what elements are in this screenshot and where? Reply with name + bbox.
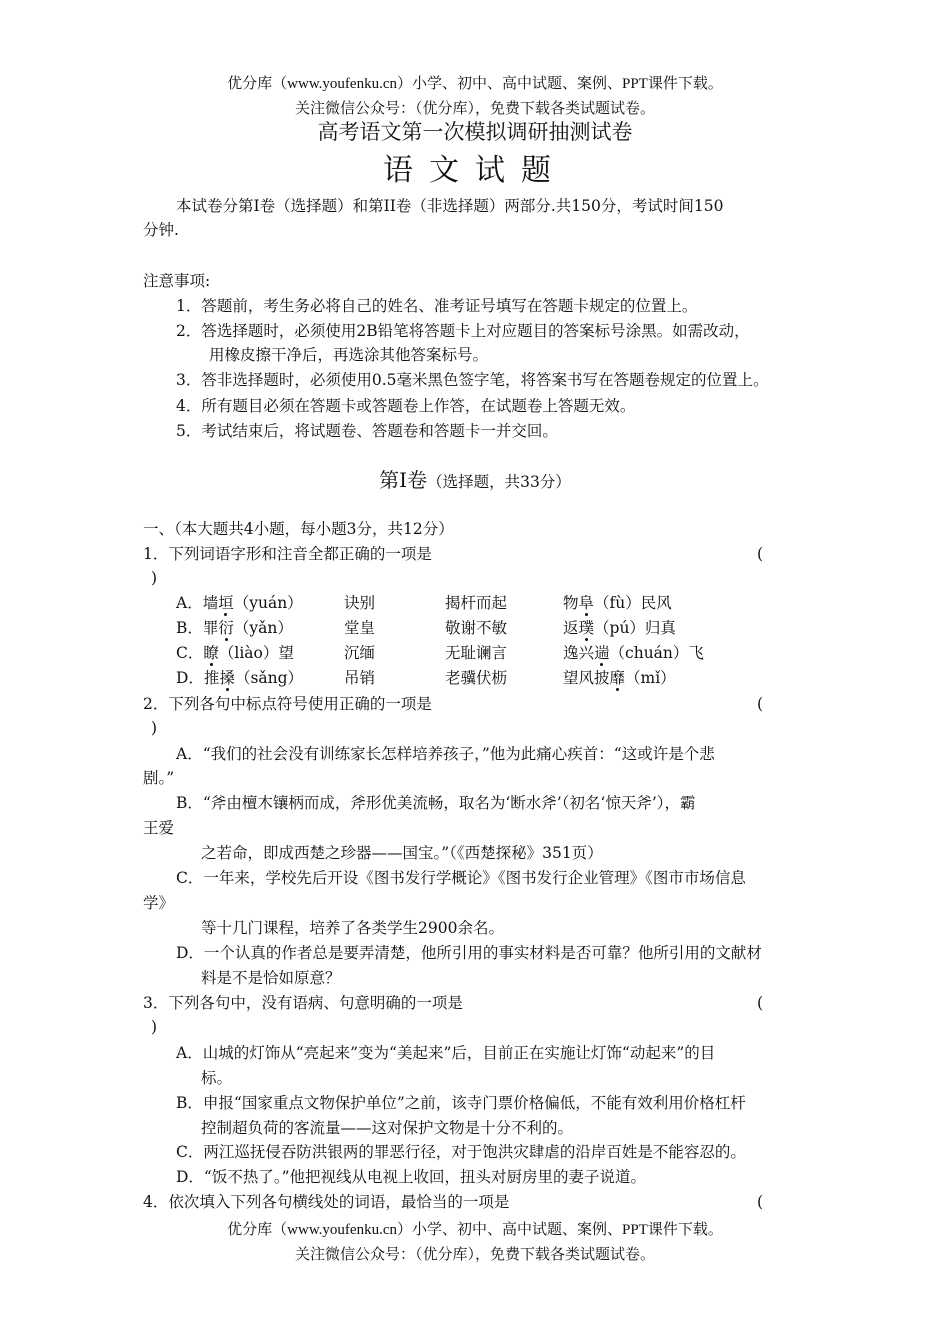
intro-line-2: 分钟. <box>143 221 179 239</box>
q3-answer-paren-close: ) <box>151 1018 158 1036</box>
q2-option-a-cont: 剧。” <box>143 769 175 787</box>
section-title: 第Ⅰ卷 <box>379 468 428 492</box>
q2-stem: 2．下列各句中标点符号使用正确的一项是 <box>143 695 432 713</box>
q1-option-col-b: 堂皇 <box>344 619 376 637</box>
footer-line-2: 关注微信公众号：（优分库），免费下载各类试题试卷。 <box>294 1247 655 1263</box>
q4-answer-paren-open: ( <box>757 1193 764 1211</box>
q1-option-col-c: 无耻谰言 <box>445 644 508 662</box>
section-note: （选择题，共33分） <box>427 473 571 491</box>
q1-option-col-a: C．瞭（liào）望 <box>176 644 294 662</box>
q1-option-col-c: 揭杆而起 <box>445 594 508 612</box>
intro-line-1: 本试卷分第Ⅰ卷（选择题）和第II卷（非选择题）两部分.共150分，考试时间150 <box>176 197 724 215</box>
exam-subtitle: 语文试题 <box>383 153 567 188</box>
q3-option-b-cont: 控制超负荷的客流量——这对保护文物是十分不利的。 <box>201 1119 574 1137</box>
q1-option-col-a: A．墙垣（yuán） <box>176 594 303 612</box>
q2-option-c-cont: 学》 <box>143 894 175 912</box>
notice-item: 用橡皮擦干净后，再选涂其他答案标号。 <box>209 346 489 364</box>
q2-option-b-cont: 王爱 <box>143 819 175 837</box>
notice-item: 2．答选择题时，必须使用2B铅笔将答题卡上对应题目的答案标号涂黑。如需改动， <box>176 322 750 340</box>
q3-option-a: A．山城的灯饰从“亮起来”变为“美起来”后，目前正在实施让灯饰“动起来”的目 <box>176 1044 716 1062</box>
q2-option-b: B．“斧由檀木镶柄而成，斧形优美流畅，取名为‘断水斧’（初名‘惊天斧’），霸 <box>176 794 696 812</box>
notice-item: 3．答非选择题时，必须使用0.5毫米黑色签字笔，将答案书写在答题卷规定的位置上。 <box>176 371 769 389</box>
notice-item: 5．考试结束后，将试题卷、答题卷和答题卡一并交回。 <box>176 422 558 440</box>
q1-option-col-b: 吊销 <box>344 669 376 687</box>
q1-option-col-d: 返璞（pú）归真 <box>563 619 676 637</box>
q2-option-a: A．“我们的社会没有训练家长怎样培养孩子，”他为此痛心疾首：“这或许是个悲 <box>176 745 715 763</box>
q2-option-c: C．一年来，学校先后开设《图书发行学概论》《图书发行企业管理》《图市市场信息 <box>176 869 746 887</box>
q2-option-d-cont: 料是不是恰如原意？ <box>201 969 341 987</box>
q1-option-col-c: 敬谢不敏 <box>445 619 508 637</box>
q1-option-col-d: 逸兴遄（chuán）飞 <box>563 644 704 662</box>
q3-stem: 3．下列各句中，没有语病、句意明确的一项是 <box>143 994 463 1012</box>
q1-option-col-c: 老骥伏枥 <box>445 669 508 687</box>
q2-option-b-cont: 之若命，即成西楚之珍器——国宝。”（《西楚探秘》351页） <box>201 844 603 862</box>
header-line-1: 优分库（www.youfenku.cn）小学、初中、高中试题、案例、PPT课件下载。 <box>227 76 723 92</box>
q3-option-a-cont: 标。 <box>201 1069 233 1087</box>
exam-title: 高考语文第一次模拟调研抽测试卷 <box>317 120 633 144</box>
q1-option-col-a: B．罪衍（yǎn） <box>176 619 293 637</box>
q1-option-col-d: 物阜（fù）民风 <box>563 594 672 612</box>
q3-answer-paren-open: ( <box>757 994 764 1012</box>
q2-answer-paren-close: ) <box>151 719 158 737</box>
q2-option-d: D．一个认真的作者总是要弄清楚，他所引用的事实材料是否可靠？他所引用的文献材 <box>176 944 762 962</box>
notice-item: 1．答题前，考生务必将自己的姓名、准考证号填写在答题卡规定的位置上。 <box>176 297 698 315</box>
footer-line-1: 优分库（www.youfenku.cn）小学、初中、高中试题、案例、PPT课件下载。 <box>227 1222 723 1238</box>
section-heading <box>0 466 950 496</box>
q2-option-c-cont: 等十几门课程，培养了各类学生2900余名。 <box>201 919 504 937</box>
q1-answer-paren-open: ( <box>757 545 764 563</box>
q1-stem: 1．下列词语字形和注音全都正确的一项是 <box>143 545 432 563</box>
notice-heading: 注意事项: <box>143 272 211 290</box>
q1-option-col-b: 诀别 <box>344 594 376 612</box>
q1-option-col-a: D．推搡（sǎng） <box>176 669 304 687</box>
q4-stem: 4．依次填入下列各句横线处的词语，最恰当的一项是 <box>143 1193 510 1211</box>
q1-answer-paren-close: ) <box>151 569 158 587</box>
part-heading: 一、（本大题共4小题，每小题3分，共12分） <box>143 520 454 538</box>
q2-answer-paren-open: ( <box>757 695 764 713</box>
q3-option-b: B．申报“国家重点文物保护单位”之前，该寺门票价格偏低，不能有效利用价格杠杆 <box>176 1094 746 1112</box>
header-line-2: 关注微信公众号：（优分库），免费下载各类试题试卷。 <box>294 101 655 117</box>
q1-option-col-d: 望风披靡（mǐ） <box>563 669 676 687</box>
q3-option-c: C．两江巡抚侵吞防洪银两的罪恶行径，对于饱洪灾肆虐的沿岸百姓是不能容忍的。 <box>176 1143 746 1161</box>
q3-option-d: D．“饭不热了。”他把视线从电视上收回，扭头对厨房里的妻子说道。 <box>176 1168 647 1186</box>
q1-option-col-b: 沉缅 <box>344 644 376 662</box>
notice-item: 4．所有题目必须在答题卡或答题卷上作答，在试题卷上答题无效。 <box>176 397 636 415</box>
